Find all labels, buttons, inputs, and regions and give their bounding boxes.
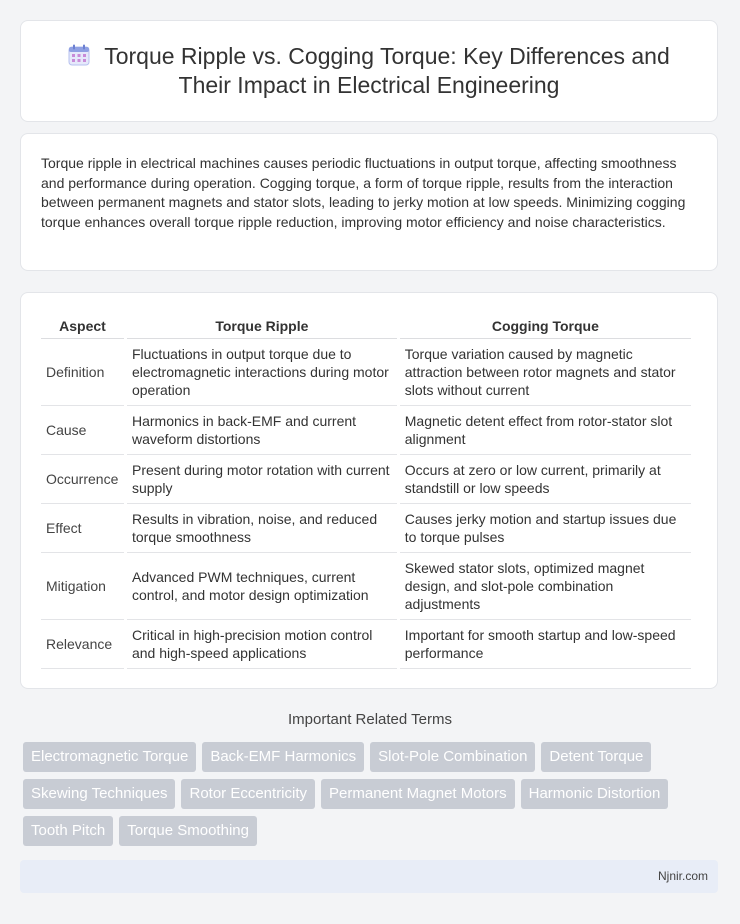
row-cogging-torque: Torque variation caused by magnetic attraction between rotor magnets and stator slots without current xyxy=(400,339,691,406)
related-term-tag[interactable]: Permanent Magnet Motors xyxy=(321,779,515,809)
footer-site-link[interactable]: Njnir.com xyxy=(657,869,708,883)
related-term-tag[interactable]: Skewing Techniques xyxy=(23,779,175,809)
row-torque-ripple: Advanced PWM techniques, current control, and motor design optimization xyxy=(127,553,397,620)
row-aspect: Occurrence xyxy=(41,455,124,504)
comparison-table xyxy=(38,313,694,669)
table-header-row xyxy=(41,313,691,339)
footer xyxy=(20,860,718,893)
related-term-tag[interactable]: Detent Torque xyxy=(541,742,651,772)
title-card xyxy=(20,20,718,122)
intro-paragraph: Torque ripple in electrical machines causes periodic fluctuations in output torque, affecting smoothness and performance during operation. Cogging torque, a form of torque ripple, results from the interaction between permanent magnets and stator slots, leading to jerky motion at low speeds. Minimizing cogging torque enhances overall torque ripple reduction, improving motor efficiency and noise characteristics. xyxy=(41,155,686,230)
related-terms-list xyxy=(23,742,723,846)
comparison-card xyxy=(20,292,718,689)
table-row xyxy=(41,504,691,553)
header-torque-ripple: Torque Ripple xyxy=(127,313,397,339)
table-row xyxy=(41,455,691,504)
row-cogging-torque: Causes jerky motion and startup issues due to torque pulses xyxy=(400,504,691,553)
related-term-tag[interactable]: Electromagnetic Torque xyxy=(23,742,196,772)
related-term-tag[interactable]: Torque Smoothing xyxy=(119,816,257,846)
row-torque-ripple: Fluctuations in output torque due to electromagnetic interactions during motor operation xyxy=(127,339,397,406)
row-aspect: Cause xyxy=(41,406,124,455)
table-row xyxy=(41,553,691,620)
calendar-icon xyxy=(68,44,90,66)
header-aspect: Aspect xyxy=(41,313,124,339)
related-term-tag[interactable]: Rotor Eccentricity xyxy=(181,779,315,809)
table-row xyxy=(41,620,691,669)
related-term-tag[interactable]: Back-EMF Harmonics xyxy=(202,742,364,772)
row-torque-ripple: Results in vibration, noise, and reduced torque smoothness xyxy=(127,504,397,553)
row-cogging-torque: Magnetic detent effect from rotor-stator slot alignment xyxy=(400,406,691,455)
row-torque-ripple: Critical in high-precision motion control and high-speed applications xyxy=(127,620,397,669)
row-aspect: Relevance xyxy=(41,620,124,669)
row-torque-ripple: Harmonics in back-EMF and current waveform distortions xyxy=(127,406,397,455)
row-cogging-torque: Occurs at zero or low current, primarily at standstill or low speeds xyxy=(400,455,691,504)
row-cogging-torque: Important for smooth startup and low-speed performance xyxy=(400,620,691,669)
row-torque-ripple: Present during motor rotation with current supply xyxy=(127,455,397,504)
page-title-wrapper xyxy=(49,42,689,100)
table-row xyxy=(41,339,691,406)
related-terms-heading: Important Related Terms xyxy=(288,711,452,728)
row-aspect: Effect xyxy=(41,504,124,553)
related-term-tag[interactable]: Tooth Pitch xyxy=(23,816,113,846)
page-title: Torque Ripple vs. Cogging Torque: Key Differences and Their Impact in Electrical Engineering xyxy=(104,43,670,98)
row-aspect: Mitigation xyxy=(41,553,124,620)
related-term-tag[interactable]: Harmonic Distortion xyxy=(521,779,669,809)
table-row xyxy=(41,406,691,455)
intro-card xyxy=(20,133,718,271)
related-term-tag[interactable]: Slot-Pole Combination xyxy=(370,742,535,772)
header-cogging-torque: Cogging Torque xyxy=(400,313,691,339)
row-aspect: Definition xyxy=(41,339,124,406)
row-cogging-torque: Skewed stator slots, optimized magnet design, and slot-pole combination adjustments xyxy=(400,553,691,620)
